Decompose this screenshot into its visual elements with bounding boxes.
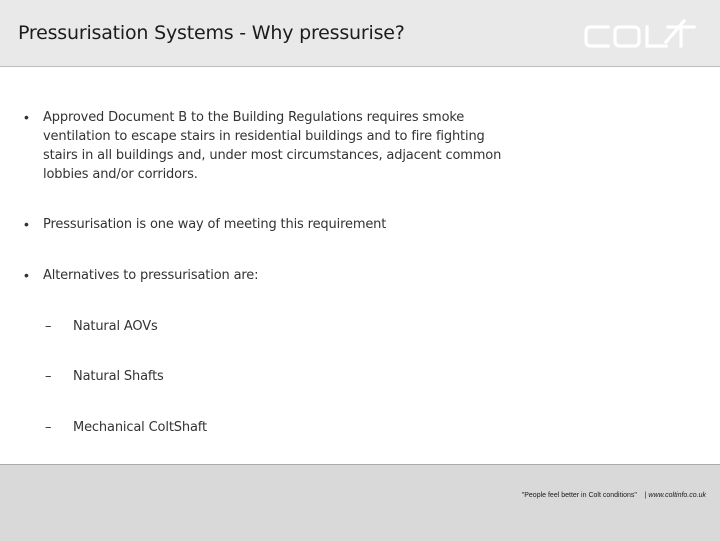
bullet-symbol: • — [24, 267, 29, 283]
footer-line — [522, 492, 706, 499]
sub-bullet-symbol: – — [45, 319, 52, 334]
bullet-text: Pressurisation is one way of meeting this requirement — [43, 217, 387, 232]
footer-slogan: "People feel better in Colt conditions" — [521, 492, 637, 499]
bullet-text: Alternatives to pressurisation are: — [43, 268, 259, 283]
slide-footer — [0, 464, 720, 541]
slide-header — [0, 0, 720, 67]
slide-content — [0, 66, 720, 464]
sub-bullet-text: Mechanical ColtShaft — [73, 420, 207, 435]
bullet-symbol: • — [24, 216, 29, 232]
bullet-symbol: • — [24, 109, 29, 125]
slide-title: Pressurisation Systems - Why pressurise? — [18, 22, 405, 44]
colt-logo — [582, 18, 698, 54]
footer-url-link[interactable]: www.coltinfo.co.uk — [648, 492, 706, 499]
footer-separator: | — [644, 492, 647, 499]
sub-bullet-text: Natural Shafts — [73, 369, 164, 384]
sub-bullet-text: Natural AOVs — [73, 319, 158, 334]
bullet-text: Approved Document B to the Building Regulations requires smoke ventilation to escape stairs in residential buildings and to fire fighting stairs in all buildings and, under most circumstances, adjacent common lobbies and/or corridors. — [43, 110, 502, 182]
sub-bullet-symbol: – — [45, 420, 52, 435]
sub-bullet-symbol: – — [45, 369, 52, 384]
